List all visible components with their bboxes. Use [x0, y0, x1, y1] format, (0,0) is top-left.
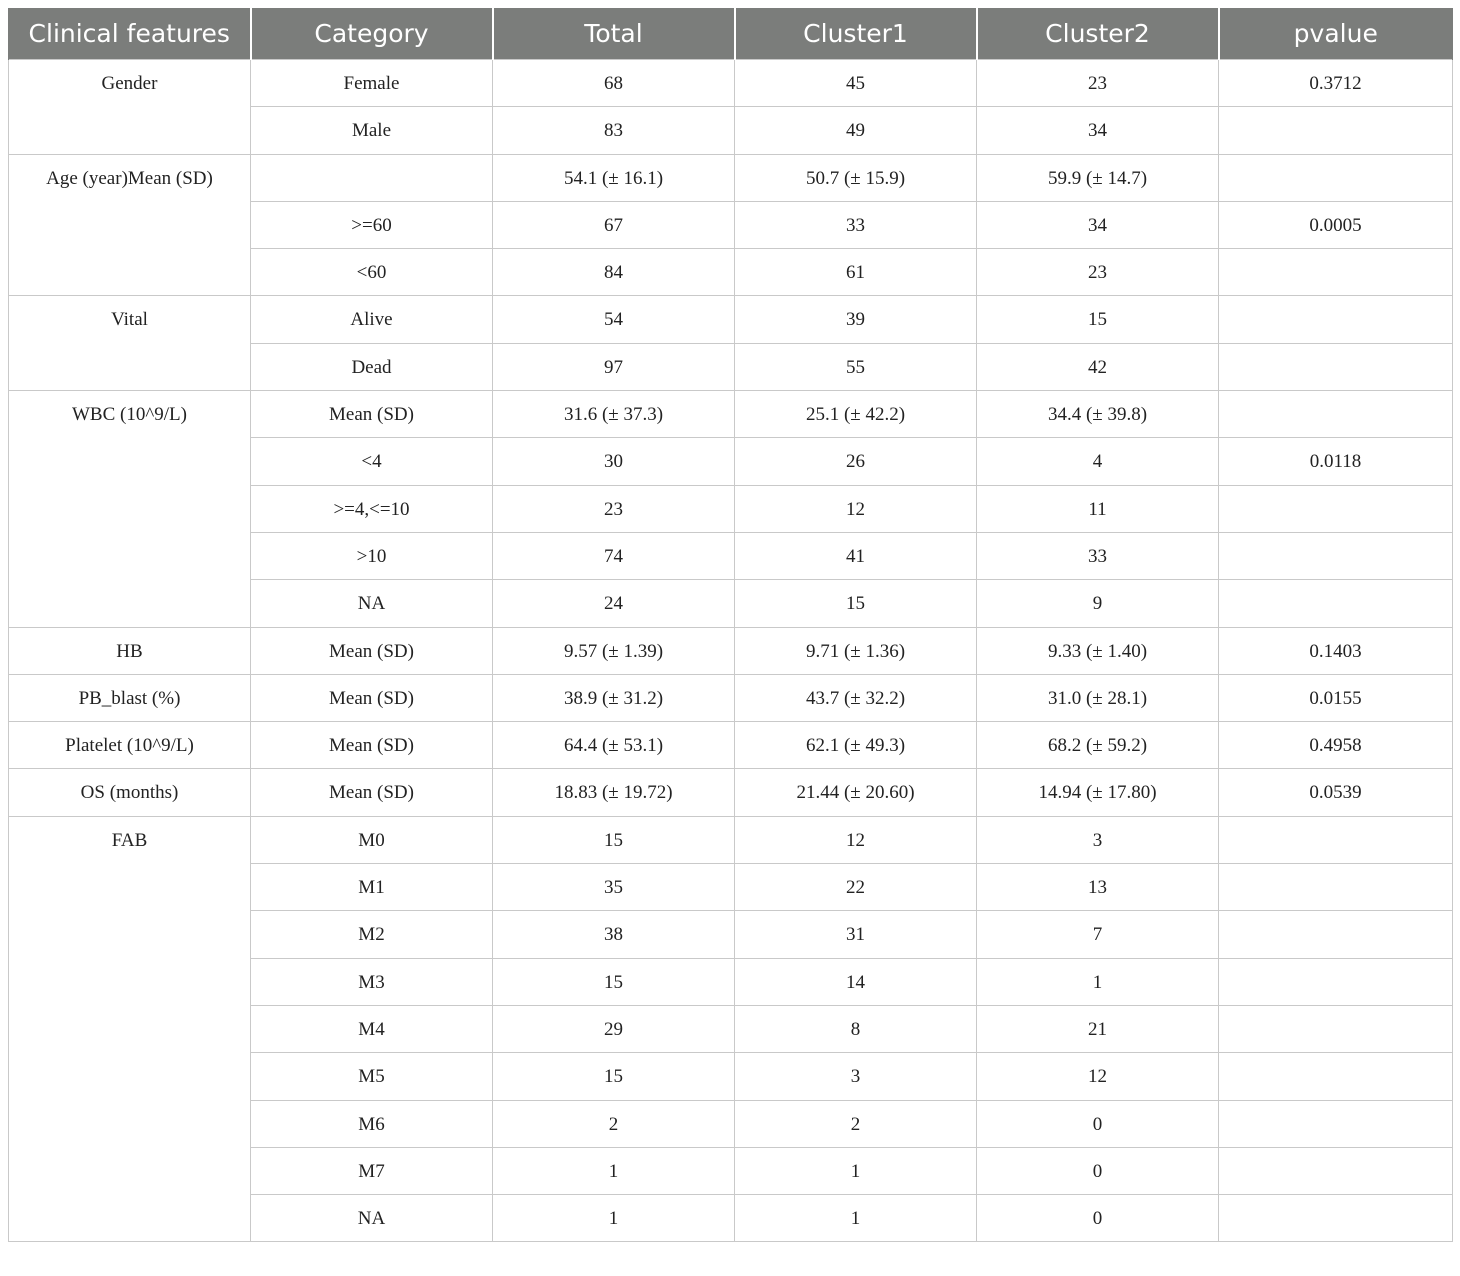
- pvalue-cell: 0.0155: [1219, 674, 1453, 721]
- cluster2-cell: 34.4 (± 39.8): [977, 391, 1219, 438]
- total-cell: 31.6 (± 37.3): [493, 391, 735, 438]
- cluster1-cell: 12: [735, 485, 977, 532]
- total-cell: 64.4 (± 53.1): [493, 722, 735, 769]
- header-category: Category: [251, 8, 493, 60]
- cluster2-cell: 14.94 (± 17.80): [977, 769, 1219, 816]
- category-cell: Mean (SD): [251, 769, 493, 816]
- cluster1-cell: 45: [735, 60, 977, 107]
- cluster2-cell: 0: [977, 1195, 1219, 1242]
- cluster2-cell: 1: [977, 958, 1219, 1005]
- cluster1-cell: 12: [735, 816, 977, 863]
- cluster1-cell: 43.7 (± 32.2): [735, 674, 977, 721]
- category-cell: Mean (SD): [251, 391, 493, 438]
- category-cell: Male: [251, 107, 493, 154]
- category-cell: NA: [251, 1195, 493, 1242]
- category-cell: M4: [251, 1005, 493, 1052]
- total-cell: 97: [493, 343, 735, 390]
- pvalue-cell: 0.4958: [1219, 722, 1453, 769]
- category-cell: <4: [251, 438, 493, 485]
- cluster2-cell: 3: [977, 816, 1219, 863]
- category-cell: Dead: [251, 343, 493, 390]
- total-cell: 68: [493, 60, 735, 107]
- pvalue-cell: [1219, 107, 1453, 154]
- cluster2-cell: 34: [977, 107, 1219, 154]
- header-total: Total: [493, 8, 735, 60]
- category-cell: Mean (SD): [251, 674, 493, 721]
- cluster2-cell: 0: [977, 1147, 1219, 1194]
- clinical-features-table: [8, 8, 1453, 1242]
- header-row: [9, 8, 1453, 60]
- header-cluster1: Cluster1: [735, 8, 977, 60]
- pvalue-cell: [1219, 343, 1453, 390]
- total-cell: 29: [493, 1005, 735, 1052]
- total-cell: 1: [493, 1195, 735, 1242]
- pvalue-cell: [1219, 154, 1453, 201]
- total-cell: 18.83 (± 19.72): [493, 769, 735, 816]
- cluster2-cell: 12: [977, 1053, 1219, 1100]
- cluster1-cell: 31: [735, 911, 977, 958]
- pvalue-cell: 0.0005: [1219, 201, 1453, 248]
- cluster1-cell: 14: [735, 958, 977, 1005]
- category-cell: M1: [251, 864, 493, 911]
- cluster1-cell: 15: [735, 580, 977, 627]
- cluster1-cell: 41: [735, 532, 977, 579]
- total-cell: 54: [493, 296, 735, 343]
- category-cell: Alive: [251, 296, 493, 343]
- pvalue-cell: 0.3712: [1219, 60, 1453, 107]
- header-cluster2: Cluster2: [977, 8, 1219, 60]
- pvalue-cell: 0.0539: [1219, 769, 1453, 816]
- table-row: [9, 60, 1453, 107]
- cluster2-cell: 11: [977, 485, 1219, 532]
- cluster2-cell: 0: [977, 1100, 1219, 1147]
- clinical-feature-cell: Vital: [9, 296, 251, 391]
- cluster2-cell: 34: [977, 201, 1219, 248]
- total-cell: 15: [493, 1053, 735, 1100]
- total-cell: 24: [493, 580, 735, 627]
- cluster2-cell: 31.0 (± 28.1): [977, 674, 1219, 721]
- total-cell: 84: [493, 249, 735, 296]
- cluster2-cell: 42: [977, 343, 1219, 390]
- category-cell: M6: [251, 1100, 493, 1147]
- clinical-feature-cell: PB_blast (%): [9, 674, 251, 721]
- cluster2-cell: 15: [977, 296, 1219, 343]
- total-cell: 38.9 (± 31.2): [493, 674, 735, 721]
- category-cell: M7: [251, 1147, 493, 1194]
- category-cell: <60: [251, 249, 493, 296]
- table-row: [9, 816, 1453, 863]
- cluster2-cell: 9.33 (± 1.40): [977, 627, 1219, 674]
- cluster1-cell: 3: [735, 1053, 977, 1100]
- total-cell: 83: [493, 107, 735, 154]
- pvalue-cell: [1219, 391, 1453, 438]
- header-pvalue: pvalue: [1219, 8, 1453, 60]
- pvalue-cell: [1219, 1005, 1453, 1052]
- cluster1-cell: 25.1 (± 42.2): [735, 391, 977, 438]
- total-cell: 38: [493, 911, 735, 958]
- pvalue-cell: [1219, 1195, 1453, 1242]
- cluster1-cell: 49: [735, 107, 977, 154]
- cluster1-cell: 61: [735, 249, 977, 296]
- category-cell: >10: [251, 532, 493, 579]
- category-cell: Mean (SD): [251, 627, 493, 674]
- cluster1-cell: 8: [735, 1005, 977, 1052]
- cluster1-cell: 33: [735, 201, 977, 248]
- cluster2-cell: 59.9 (± 14.7): [977, 154, 1219, 201]
- cluster1-cell: 9.71 (± 1.36): [735, 627, 977, 674]
- category-cell: M0: [251, 816, 493, 863]
- cluster1-cell: 2: [735, 1100, 977, 1147]
- cluster2-cell: 21: [977, 1005, 1219, 1052]
- total-cell: 54.1 (± 16.1): [493, 154, 735, 201]
- clinical-feature-cell: WBC (10^9/L): [9, 391, 251, 627]
- pvalue-cell: [1219, 296, 1453, 343]
- pvalue-cell: [1219, 532, 1453, 579]
- cluster1-cell: 22: [735, 864, 977, 911]
- category-cell: Mean (SD): [251, 722, 493, 769]
- category-cell: M3: [251, 958, 493, 1005]
- category-cell: >=4,<=10: [251, 485, 493, 532]
- cluster1-cell: 39: [735, 296, 977, 343]
- pvalue-cell: [1219, 911, 1453, 958]
- pvalue-cell: [1219, 958, 1453, 1005]
- header-clinical-features: Clinical features: [9, 8, 251, 60]
- cluster1-cell: 1: [735, 1147, 977, 1194]
- pvalue-cell: [1219, 1053, 1453, 1100]
- table-body: [9, 60, 1453, 1242]
- cluster2-cell: 23: [977, 249, 1219, 296]
- table-row: [9, 722, 1453, 769]
- table-row: [9, 296, 1453, 343]
- table-row: [9, 627, 1453, 674]
- category-cell: Female: [251, 60, 493, 107]
- pvalue-cell: [1219, 1100, 1453, 1147]
- cluster1-cell: 50.7 (± 15.9): [735, 154, 977, 201]
- total-cell: 1: [493, 1147, 735, 1194]
- cluster2-cell: 7: [977, 911, 1219, 958]
- clinical-feature-cell: Gender: [9, 60, 251, 155]
- pvalue-cell: 0.0118: [1219, 438, 1453, 485]
- total-cell: 74: [493, 532, 735, 579]
- clinical-feature-cell: OS (months): [9, 769, 251, 816]
- total-cell: 15: [493, 958, 735, 1005]
- total-cell: 23: [493, 485, 735, 532]
- cluster2-cell: 68.2 (± 59.2): [977, 722, 1219, 769]
- clinical-feature-cell: FAB: [9, 816, 251, 1242]
- clinical-feature-cell: Platelet (10^9/L): [9, 722, 251, 769]
- cluster2-cell: 33: [977, 532, 1219, 579]
- total-cell: 30: [493, 438, 735, 485]
- total-cell: 15: [493, 816, 735, 863]
- cluster1-cell: 26: [735, 438, 977, 485]
- pvalue-cell: [1219, 249, 1453, 296]
- table-row: [9, 391, 1453, 438]
- cluster2-cell: 4: [977, 438, 1219, 485]
- cluster2-cell: 13: [977, 864, 1219, 911]
- cluster1-cell: 21.44 (± 20.60): [735, 769, 977, 816]
- cluster2-cell: 9: [977, 580, 1219, 627]
- cluster1-cell: 55: [735, 343, 977, 390]
- pvalue-cell: 0.1403: [1219, 627, 1453, 674]
- category-cell: M5: [251, 1053, 493, 1100]
- total-cell: 9.57 (± 1.39): [493, 627, 735, 674]
- total-cell: 35: [493, 864, 735, 911]
- clinical-feature-cell: HB: [9, 627, 251, 674]
- category-cell: >=60: [251, 201, 493, 248]
- total-cell: 67: [493, 201, 735, 248]
- pvalue-cell: [1219, 816, 1453, 863]
- category-cell: NA: [251, 580, 493, 627]
- total-cell: 2: [493, 1100, 735, 1147]
- cluster2-cell: 23: [977, 60, 1219, 107]
- pvalue-cell: [1219, 580, 1453, 627]
- category-cell: [251, 154, 493, 201]
- clinical-feature-cell: Age (year)Mean (SD): [9, 154, 251, 296]
- pvalue-cell: [1219, 485, 1453, 532]
- cluster1-cell: 62.1 (± 49.3): [735, 722, 977, 769]
- table-row: [9, 154, 1453, 201]
- table-row: [9, 674, 1453, 721]
- category-cell: M2: [251, 911, 493, 958]
- pvalue-cell: [1219, 1147, 1453, 1194]
- cluster1-cell: 1: [735, 1195, 977, 1242]
- pvalue-cell: [1219, 864, 1453, 911]
- table-row: [9, 769, 1453, 816]
